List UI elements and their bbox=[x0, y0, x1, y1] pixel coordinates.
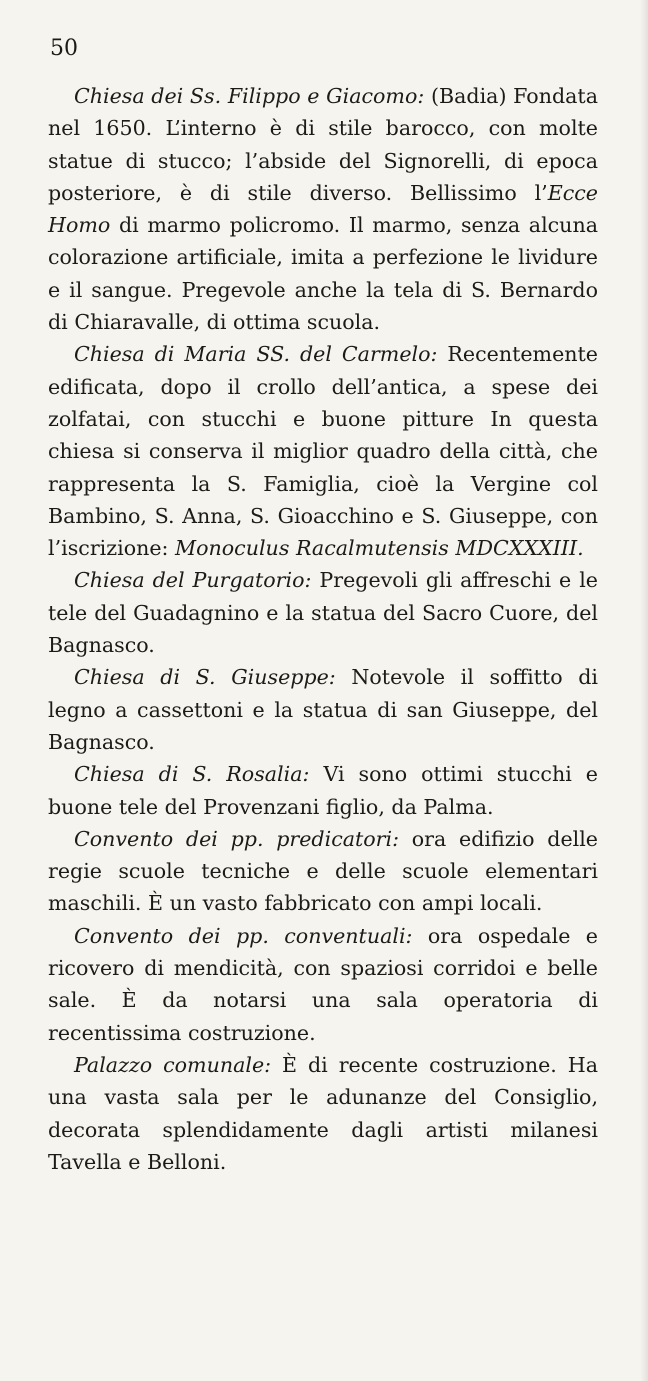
entry-title: Chiesa di S. Giuseppe: bbox=[74, 665, 336, 690]
entry-convento-predicatori bbox=[48, 823, 598, 920]
entry-convento-conventuali bbox=[48, 920, 598, 1049]
entry-inscription: Monoculus Racalmutensis MDCXXXIII. bbox=[175, 536, 584, 561]
entry-palazzo-comunale bbox=[48, 1049, 598, 1178]
entry-text: ora edifizio delle regie scuole tecniche e delle scuole elementari maschili. È un vasto fabbricato con ampi locali. bbox=[48, 826, 598, 916]
entry-title: Chiesa di Maria SS. del Carmelo: bbox=[74, 342, 438, 367]
entry-text: (Badia) Fondata nel 1650. L’interno è di stile barocco, con molte statue di stucco; l’abside del Signorelli, di epoca posteriore, è di stile diverso. Bellissimo l’ bbox=[48, 84, 598, 205]
entry-chiesa-purgatorio bbox=[48, 564, 598, 661]
entry-title: Convento dei pp. conventuali: bbox=[74, 923, 413, 948]
page-number: 50 bbox=[50, 36, 78, 61]
entry-title: Chiesa del Purgatorio: bbox=[74, 568, 312, 593]
page-text bbox=[48, 80, 598, 1178]
entry-text: È di recente costruzione. Ha una vasta sala per le adunanze del Consiglio, decorata splendidamente dagli artisti milanesi Tavella e Belloni. bbox=[48, 1052, 598, 1174]
entry-text: di marmo policromo. Il marmo, senza alcuna colorazione artificiale, imita a perfezione le lividure e il sangue. Pregevole anche la tela di S. Bernardo di Chiaravalle, di ottima scuola. bbox=[48, 213, 598, 335]
entry-chiesa-filippo-giacomo bbox=[48, 80, 598, 338]
entry-emphasis: Ecce Homo bbox=[48, 180, 598, 238]
entry-chiesa-s-rosalia bbox=[48, 758, 598, 823]
entry-text: ora ospedale e ricovero di mendicità, con spaziosi corridoi e belle sale. È da notarsi una sala operatoria di recentissima costruzione. bbox=[48, 923, 598, 1045]
scan-edge-shadow bbox=[640, 0, 648, 1381]
entry-text: Notevole il soffitto di legno a cassettoni e la statua di san Giuseppe, del Bagnasco. bbox=[48, 665, 599, 754]
entry-title: Palazzo comunale: bbox=[74, 1052, 272, 1077]
entry-title: Convento dei pp. predicatori: bbox=[74, 826, 400, 851]
entry-text: Pregevoli gli affreschi e le tele del Guadagnino e la statua del Sacro Cuore, del Bagnasco. bbox=[48, 568, 598, 658]
entry-chiesa-maria-carmelo bbox=[48, 338, 598, 564]
entry-title: Chiesa di S. Rosalia: bbox=[74, 762, 310, 787]
entry-chiesa-s-giuseppe bbox=[48, 661, 598, 758]
entry-text: Vi sono ottimi stucchi e buone tele del Provenzani figlio, da Palma. bbox=[48, 762, 598, 819]
entry-text: Recentemente edificata, dopo il crollo dell’antica, a spese dei zolfatai, con stucchi e buone pitture In questa chiesa si conserva il miglior quadro della città, che rappresenta la S. Famiglia, cioè la Vergine col Bambino, S. Anna, S. Gioacchino e S. Giuseppe, con l’iscrizione: bbox=[48, 342, 598, 561]
entry-title: Chiesa dei Ss. Filippo e Giacomo: bbox=[74, 84, 425, 108]
